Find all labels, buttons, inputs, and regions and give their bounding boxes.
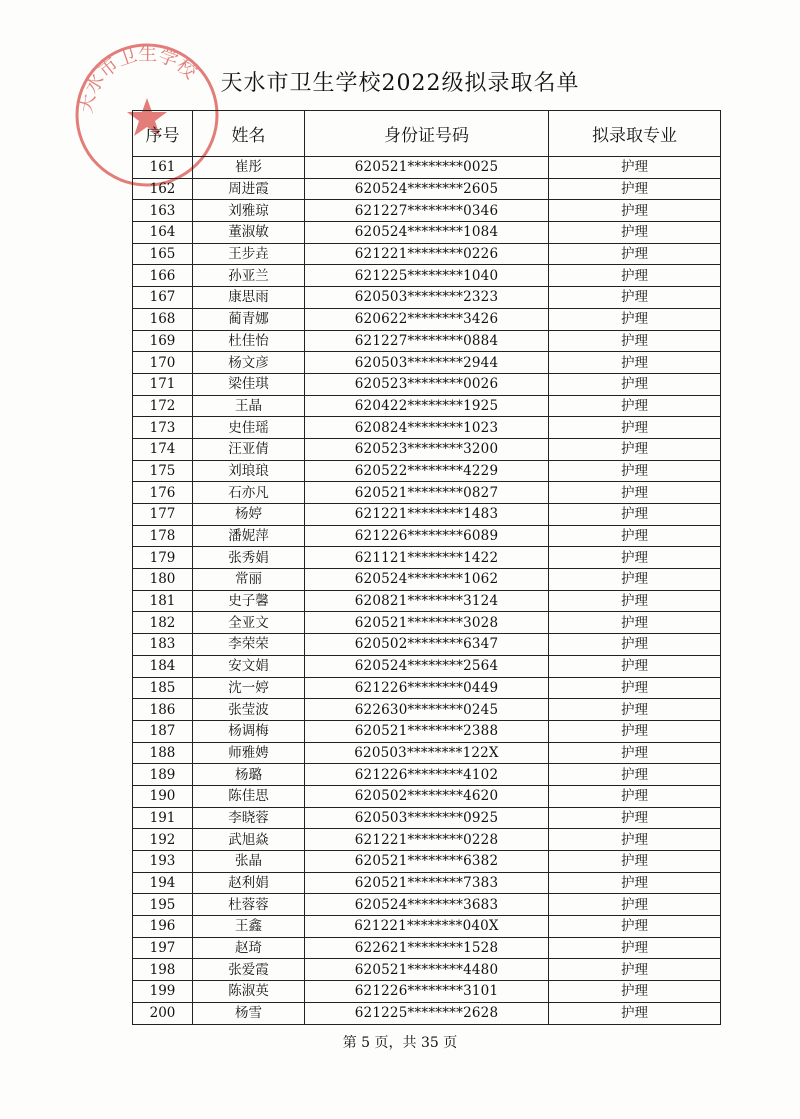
major: 护理 bbox=[549, 916, 721, 938]
row-seq: 175 bbox=[133, 460, 193, 482]
row-seq: 186 bbox=[133, 699, 193, 721]
id-number: 620521********6382 bbox=[305, 851, 549, 873]
table-row bbox=[133, 178, 721, 200]
row-seq: 183 bbox=[133, 634, 193, 656]
id-number: 620522********4229 bbox=[305, 460, 549, 482]
major: 护理 bbox=[549, 222, 721, 244]
id-number: 620524********2605 bbox=[305, 178, 549, 200]
student-name: 史佳瑶 bbox=[193, 417, 305, 439]
table-row bbox=[133, 764, 721, 786]
id-number: 620622********3426 bbox=[305, 308, 549, 330]
row-seq: 187 bbox=[133, 720, 193, 742]
student-name: 周进霞 bbox=[193, 178, 305, 200]
major: 护理 bbox=[549, 764, 721, 786]
id-number: 620523********3200 bbox=[305, 438, 549, 460]
table-row bbox=[133, 287, 721, 309]
table-row bbox=[133, 438, 721, 460]
table-row bbox=[133, 785, 721, 807]
row-seq: 164 bbox=[133, 222, 193, 244]
row-seq: 189 bbox=[133, 764, 193, 786]
table-row bbox=[133, 222, 721, 244]
table-row bbox=[133, 851, 721, 873]
row-seq: 190 bbox=[133, 785, 193, 807]
id-number: 621226********4102 bbox=[305, 764, 549, 786]
student-name: 杨调梅 bbox=[193, 720, 305, 742]
row-seq: 174 bbox=[133, 438, 193, 460]
major: 护理 bbox=[549, 677, 721, 699]
major: 护理 bbox=[549, 634, 721, 656]
student-name: 董淑敏 bbox=[193, 222, 305, 244]
student-name: 王步垚 bbox=[193, 243, 305, 265]
id-number: 621221********1483 bbox=[305, 504, 549, 526]
id-number: 621227********0346 bbox=[305, 200, 549, 222]
row-seq: 198 bbox=[133, 959, 193, 981]
table-row bbox=[133, 157, 721, 179]
table-row bbox=[133, 569, 721, 591]
id-number: 620521********0025 bbox=[305, 157, 549, 179]
id-number: 620502********6347 bbox=[305, 634, 549, 656]
table-row bbox=[133, 482, 721, 504]
row-seq: 185 bbox=[133, 677, 193, 699]
row-seq: 173 bbox=[133, 417, 193, 439]
row-seq: 191 bbox=[133, 807, 193, 829]
major: 护理 bbox=[549, 720, 721, 742]
student-name: 武旭焱 bbox=[193, 829, 305, 851]
row-seq: 179 bbox=[133, 547, 193, 569]
major: 护理 bbox=[549, 352, 721, 374]
table-row bbox=[133, 417, 721, 439]
major: 护理 bbox=[549, 482, 721, 504]
major: 护理 bbox=[549, 200, 721, 222]
student-name: 杨璐 bbox=[193, 764, 305, 786]
major: 护理 bbox=[549, 438, 721, 460]
id-number: 620521********4480 bbox=[305, 959, 549, 981]
student-name: 杨婷 bbox=[193, 504, 305, 526]
student-name: 安文娟 bbox=[193, 655, 305, 677]
major: 护理 bbox=[549, 547, 721, 569]
table-row bbox=[133, 352, 721, 374]
id-number: 621221********0226 bbox=[305, 243, 549, 265]
major: 护理 bbox=[549, 265, 721, 287]
table-row bbox=[133, 504, 721, 526]
seal-text: 天水市卫生学校 bbox=[74, 43, 201, 115]
table-row bbox=[133, 460, 721, 482]
id-number: 621226********6089 bbox=[305, 525, 549, 547]
table-row bbox=[133, 265, 721, 287]
row-seq: 199 bbox=[133, 981, 193, 1003]
id-number: 621227********0884 bbox=[305, 330, 549, 352]
table-row bbox=[133, 720, 721, 742]
table-row bbox=[133, 937, 721, 959]
row-seq: 165 bbox=[133, 243, 193, 265]
id-number: 620824********1023 bbox=[305, 417, 549, 439]
student-name: 康思雨 bbox=[193, 287, 305, 309]
row-seq: 188 bbox=[133, 742, 193, 764]
id-number: 620524********1084 bbox=[305, 222, 549, 244]
student-name: 王晶 bbox=[193, 395, 305, 417]
row-seq: 168 bbox=[133, 308, 193, 330]
table-row bbox=[133, 547, 721, 569]
row-seq: 171 bbox=[133, 373, 193, 395]
student-name: 蔺青娜 bbox=[193, 308, 305, 330]
major: 护理 bbox=[549, 959, 721, 981]
major: 护理 bbox=[549, 807, 721, 829]
row-seq: 166 bbox=[133, 265, 193, 287]
student-name: 杜佳怡 bbox=[193, 330, 305, 352]
id-number: 620502********4620 bbox=[305, 785, 549, 807]
table-row bbox=[133, 373, 721, 395]
student-name: 孙亚兰 bbox=[193, 265, 305, 287]
id-number: 620503********0925 bbox=[305, 807, 549, 829]
row-seq: 169 bbox=[133, 330, 193, 352]
row-seq: 177 bbox=[133, 504, 193, 526]
table-body bbox=[133, 157, 721, 1025]
table-row bbox=[133, 916, 721, 938]
major: 护理 bbox=[549, 851, 721, 873]
table-row bbox=[133, 395, 721, 417]
table-row bbox=[133, 872, 721, 894]
id-number: 620524********3683 bbox=[305, 894, 549, 916]
id-number: 620524********2564 bbox=[305, 655, 549, 677]
student-name: 崔彤 bbox=[193, 157, 305, 179]
table-row bbox=[133, 590, 721, 612]
id-number: 622630********0245 bbox=[305, 699, 549, 721]
student-name: 梁佳琪 bbox=[193, 373, 305, 395]
student-name: 李晓蓉 bbox=[193, 807, 305, 829]
id-number: 620521********2388 bbox=[305, 720, 549, 742]
admission-table bbox=[132, 110, 721, 1025]
id-number: 621226********0449 bbox=[305, 677, 549, 699]
table-row bbox=[133, 330, 721, 352]
table-row bbox=[133, 525, 721, 547]
major: 护理 bbox=[549, 699, 721, 721]
major: 护理 bbox=[549, 330, 721, 352]
row-seq: 162 bbox=[133, 178, 193, 200]
major: 护理 bbox=[549, 785, 721, 807]
table-row bbox=[133, 612, 721, 634]
major: 护理 bbox=[549, 460, 721, 482]
table-row bbox=[133, 655, 721, 677]
table-row bbox=[133, 742, 721, 764]
major: 护理 bbox=[549, 655, 721, 677]
major: 护理 bbox=[549, 569, 721, 591]
row-seq: 182 bbox=[133, 612, 193, 634]
table-row bbox=[133, 894, 721, 916]
row-seq: 192 bbox=[133, 829, 193, 851]
student-name: 张秀娟 bbox=[193, 547, 305, 569]
student-name: 史子馨 bbox=[193, 590, 305, 612]
table-row bbox=[133, 981, 721, 1003]
header-major: 拟录取专业 bbox=[549, 111, 721, 157]
id-number: 621221********0228 bbox=[305, 829, 549, 851]
student-name: 刘琅琅 bbox=[193, 460, 305, 482]
table-header-row bbox=[133, 111, 721, 157]
row-seq: 193 bbox=[133, 851, 193, 873]
major: 护理 bbox=[549, 981, 721, 1003]
table-row bbox=[133, 1002, 721, 1024]
table-row bbox=[133, 634, 721, 656]
major: 护理 bbox=[549, 178, 721, 200]
major: 护理 bbox=[549, 287, 721, 309]
id-number: 621225********2628 bbox=[305, 1002, 549, 1024]
major: 护理 bbox=[549, 504, 721, 526]
id-number: 620503********122X bbox=[305, 742, 549, 764]
major: 护理 bbox=[549, 525, 721, 547]
table-row bbox=[133, 699, 721, 721]
table-row bbox=[133, 308, 721, 330]
row-seq: 180 bbox=[133, 569, 193, 591]
student-name: 沈一婷 bbox=[193, 677, 305, 699]
id-number: 621121********1422 bbox=[305, 547, 549, 569]
major: 护理 bbox=[549, 308, 721, 330]
row-seq: 194 bbox=[133, 872, 193, 894]
row-seq: 170 bbox=[133, 352, 193, 374]
student-name: 全亚文 bbox=[193, 612, 305, 634]
table-row bbox=[133, 200, 721, 222]
id-number: 620503********2944 bbox=[305, 352, 549, 374]
row-seq: 181 bbox=[133, 590, 193, 612]
id-number: 621226********3101 bbox=[305, 981, 549, 1003]
major: 护理 bbox=[549, 157, 721, 179]
page-title: 天水市卫生学校2022级拟录取名单 bbox=[220, 71, 580, 96]
header-id-number: 身份证号码 bbox=[305, 111, 549, 157]
major: 护理 bbox=[549, 872, 721, 894]
id-number: 620821********3124 bbox=[305, 590, 549, 612]
student-name: 陈淑英 bbox=[193, 981, 305, 1003]
row-seq: 195 bbox=[133, 894, 193, 916]
student-name: 张爱霞 bbox=[193, 959, 305, 981]
row-seq: 167 bbox=[133, 287, 193, 309]
row-seq: 176 bbox=[133, 482, 193, 504]
major: 护理 bbox=[549, 590, 721, 612]
major: 护理 bbox=[549, 829, 721, 851]
student-name: 潘妮萍 bbox=[193, 525, 305, 547]
row-seq: 172 bbox=[133, 395, 193, 417]
row-seq: 163 bbox=[133, 200, 193, 222]
major: 护理 bbox=[549, 373, 721, 395]
id-number: 620523********0026 bbox=[305, 373, 549, 395]
id-number: 620521********3028 bbox=[305, 612, 549, 634]
student-name: 杜蓉蓉 bbox=[193, 894, 305, 916]
student-name: 刘雅琼 bbox=[193, 200, 305, 222]
row-seq: 178 bbox=[133, 525, 193, 547]
major: 护理 bbox=[549, 742, 721, 764]
id-number: 621221********040X bbox=[305, 916, 549, 938]
student-name: 李荣荣 bbox=[193, 634, 305, 656]
major: 护理 bbox=[549, 1002, 721, 1024]
table-row bbox=[133, 829, 721, 851]
row-seq: 184 bbox=[133, 655, 193, 677]
id-number: 620521********0827 bbox=[305, 482, 549, 504]
student-name: 汪亚倩 bbox=[193, 438, 305, 460]
header-name: 姓名 bbox=[193, 111, 305, 157]
major: 护理 bbox=[549, 395, 721, 417]
student-name: 杨文彦 bbox=[193, 352, 305, 374]
major: 护理 bbox=[549, 937, 721, 959]
student-name: 常丽 bbox=[193, 569, 305, 591]
student-name: 张莹波 bbox=[193, 699, 305, 721]
row-seq: 161 bbox=[133, 157, 193, 179]
page-footer: 第 5 页，共 35 页 bbox=[342, 1035, 458, 1051]
student-name: 石亦凡 bbox=[193, 482, 305, 504]
id-number: 620524********1062 bbox=[305, 569, 549, 591]
major: 护理 bbox=[549, 417, 721, 439]
header-seq: 序号 bbox=[133, 111, 193, 157]
student-name: 赵利娟 bbox=[193, 872, 305, 894]
id-number: 620422********1925 bbox=[305, 395, 549, 417]
id-number: 622621********1528 bbox=[305, 937, 549, 959]
table-row bbox=[133, 807, 721, 829]
student-name: 陈佳思 bbox=[193, 785, 305, 807]
id-number: 620503********2323 bbox=[305, 287, 549, 309]
row-seq: 197 bbox=[133, 937, 193, 959]
student-name: 王鑫 bbox=[193, 916, 305, 938]
row-seq: 200 bbox=[133, 1002, 193, 1024]
table-row bbox=[133, 243, 721, 265]
student-name: 张晶 bbox=[193, 851, 305, 873]
major: 护理 bbox=[549, 243, 721, 265]
id-number: 620521********7383 bbox=[305, 872, 549, 894]
major: 护理 bbox=[549, 612, 721, 634]
row-seq: 196 bbox=[133, 916, 193, 938]
major: 护理 bbox=[549, 894, 721, 916]
student-name: 师雅娉 bbox=[193, 742, 305, 764]
table-row bbox=[133, 677, 721, 699]
table-row bbox=[133, 959, 721, 981]
id-number: 621225********1040 bbox=[305, 265, 549, 287]
student-name: 杨雪 bbox=[193, 1002, 305, 1024]
student-name: 赵琦 bbox=[193, 937, 305, 959]
